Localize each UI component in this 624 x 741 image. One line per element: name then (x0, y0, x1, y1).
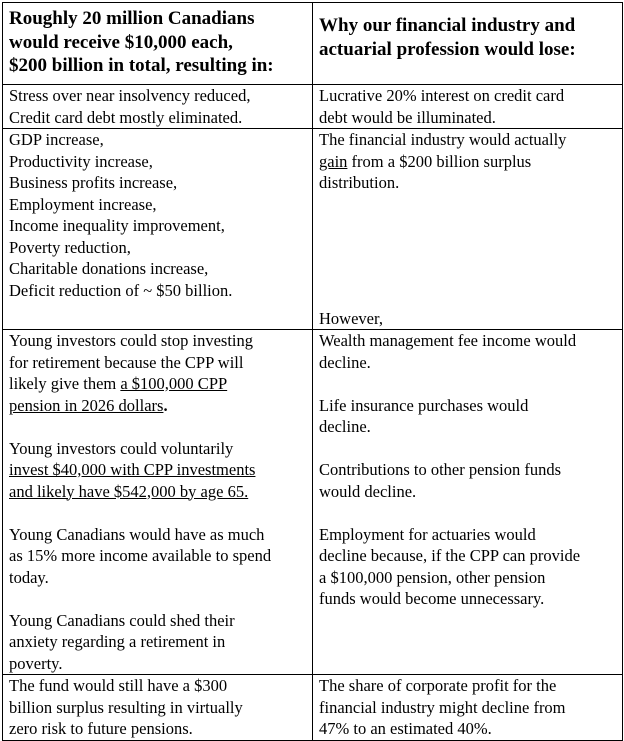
header-left (3, 3, 313, 85)
cell-loss (313, 85, 623, 129)
text-line: Charitable donations increase, (9, 259, 209, 278)
text-line: funds would become unnecessary. (319, 589, 545, 608)
text-line: zero risk to future pensions. (9, 719, 193, 738)
paragraph-gap (9, 502, 306, 524)
paragraph-gap (319, 373, 616, 395)
text-line: financial industry might decline from (319, 697, 566, 717)
header-left-line: would receive $10,000 each, (9, 31, 233, 53)
cell-benefit (3, 675, 313, 741)
comparison-table (2, 2, 623, 741)
underlined-text: invest $40,000 with CPP investments (9, 460, 256, 479)
text-line: decline. (319, 417, 371, 436)
cell-loss (313, 330, 623, 675)
header-right-line: Why our financial industry and (319, 15, 576, 36)
text-line: decline. (319, 352, 371, 372)
table-row (3, 129, 623, 330)
text-line: Young Canadians would have as much (9, 524, 265, 544)
table-row (3, 675, 623, 741)
text-line: decline because, if the CPP can provide (319, 546, 581, 565)
header-right-line: actuarial profession would lose: (319, 38, 576, 60)
paragraph-gap (319, 502, 616, 524)
text-line: Credit card debt mostly eliminated. (9, 107, 243, 127)
text-line: Contributions to other pension funds (319, 460, 561, 479)
header-left-line: $200 billion in total, resulting in: (9, 55, 274, 76)
underlined-text: pension in 2026 dollars (9, 395, 164, 415)
cell-loss (313, 675, 623, 741)
text-fragment: likely give them (9, 374, 121, 393)
text-line: Young investors could stop investing (9, 331, 254, 350)
text-line: Life insurance purchases would (319, 395, 529, 415)
text-line: Business profits increase, (9, 173, 178, 192)
text-line: Employment for actuaries would (319, 524, 536, 544)
text-line: Income inequality improvement, (9, 216, 225, 235)
text-line: Poverty reduction, (9, 237, 131, 257)
text-line: Young investors could voluntarily (9, 438, 234, 458)
text-line: GDP increase, (9, 130, 104, 149)
underlined-text: gain (319, 151, 348, 171)
text-line: Productivity increase, (9, 151, 153, 171)
table-row (3, 330, 623, 675)
text-line: poverty. (9, 653, 63, 673)
text-line: today. (9, 567, 49, 587)
however-text: However, (319, 308, 383, 328)
paragraph-gap (9, 416, 306, 438)
text-line: billion surplus resulting in virtually (9, 697, 243, 717)
header-row (3, 3, 623, 85)
text-line: Wealth management fee income would (319, 331, 577, 350)
paragraph-gap (9, 588, 306, 610)
text-line: The share of corporate profit for the (319, 676, 557, 695)
text-line: 47% to an estimated 40%. (319, 719, 492, 738)
text-fragment: from a $200 billion surplus (347, 151, 532, 171)
text-line: Deficit reduction of ~ $50 billion. (9, 280, 233, 300)
text-line: for retirement because the CPP will (9, 352, 244, 372)
text-line: as 15% more income available to spend (9, 546, 272, 565)
text-line: The fund would still have a $300 (9, 676, 228, 695)
header-right (313, 3, 623, 85)
text-line: Stress over near insolvency reduced, (9, 86, 251, 105)
cell-benefit (3, 85, 313, 129)
text-line: Young Canadians could shed their (9, 610, 235, 630)
header-left-line: Roughly 20 million Canadians (9, 8, 255, 29)
text-line: Employment increase, (9, 194, 157, 214)
text-line (9, 395, 306, 417)
cell-loss (313, 129, 623, 330)
text-line (319, 151, 616, 173)
cell-benefit (3, 330, 313, 675)
text-line: would decline. (319, 481, 417, 501)
underlined-text: and likely have $542,000 by age 65. (9, 481, 249, 501)
text-fragment: . (163, 395, 168, 415)
text-line: The financial industry would actually (319, 130, 567, 149)
underlined-text: a $100,000 CPP (120, 374, 228, 393)
text-line (9, 373, 306, 395)
paragraph-gap (319, 438, 616, 460)
table-row (3, 85, 623, 129)
text-line: distribution. (319, 173, 400, 192)
cell-benefit (3, 129, 313, 330)
text-line: debt would be illuminated. (319, 107, 496, 127)
text-line: anxiety regarding a retirement in (9, 632, 226, 651)
text-line: a $100,000 pension, other pension (319, 567, 546, 587)
text-line: Lucrative 20% interest on credit card (319, 86, 565, 105)
